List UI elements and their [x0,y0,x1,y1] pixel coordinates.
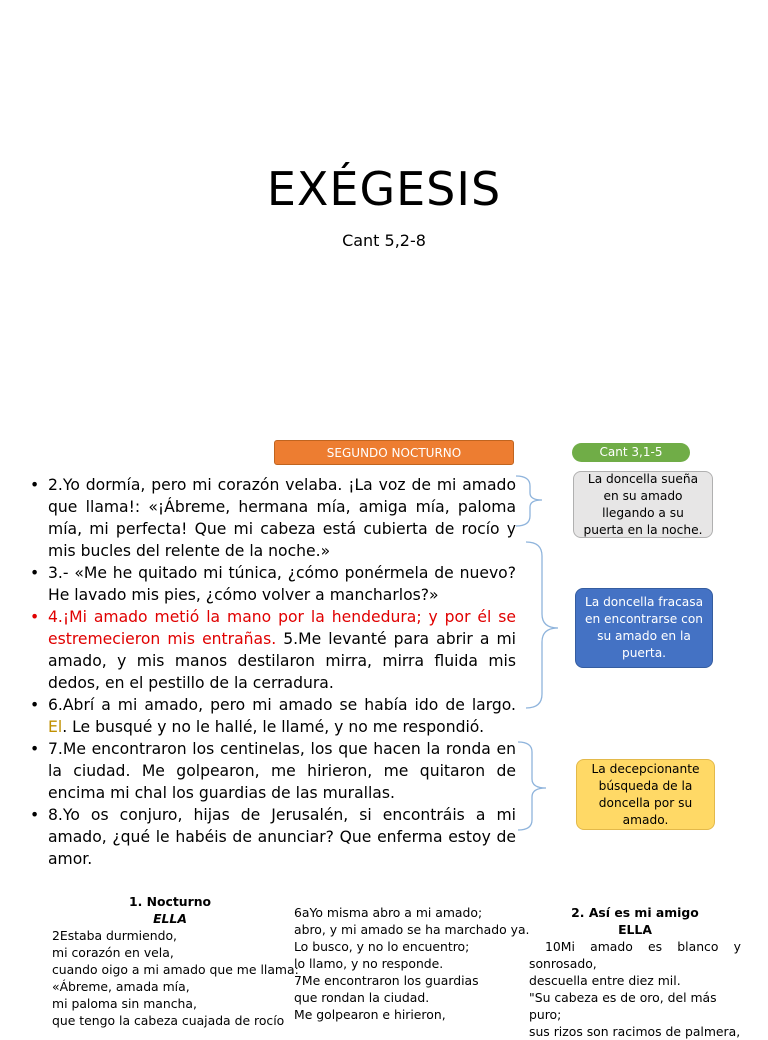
verse-8-text: 8.Yo os conjuro, hijas de Jerusalén, si encontráis a mi amado, ¿qué le habéis de anunciar? Que enferma estoy de amor. [48,806,516,868]
bracket-2 [526,542,558,708]
bullet-icon: • [30,608,40,626]
col3-line: sonrosado, [529,956,597,971]
col2-line: abro, y mi amado se ha marchado ya. [294,922,530,937]
col2-line: que rondan la ciudad. [294,990,430,1005]
callout-3-text: La decepcionante búsqueda de la doncella por su amado. [591,761,700,827]
col1-line: «Ábreme, amada mía, [52,979,190,994]
bottom-column-2 [294,904,530,1023]
col3-line: "Su cabeza es de oro, del más puro; [529,990,717,1022]
callout-2-text: La doncella fracasa en encontrarse con su amado en la puerta. [584,595,704,660]
col1-line: 2Estaba durmiendo, [52,928,177,943]
verse-5-text: 5.Me levanté para abrir a mi amado, y mis manos destilaron mirra, mirra fluida mis dedos, en el pestillo de la cerradura. [48,630,516,692]
verse-7-text: 7.Me encontraron los centinelas, los que hacen la ronda en la ciudad. Me golpearon, me hirieron, me quitaron de encima mi chal los guardias de las murallas. [48,740,516,802]
bottom-column-1 [52,893,299,1029]
col1-line: mi paloma sin mancha, [52,996,197,1011]
col1-heading: 1. Nocturno [128,894,212,909]
col2-line: Me golpearon e hirieron, [294,1007,446,1022]
col3-heading: 2. Así es mi amigo [571,905,699,920]
col3-line: sus rizos son racimos de palmera, [529,1024,741,1039]
verse-6-highlight: El [48,718,63,736]
col3-line: descuella entre diez mil. [529,973,681,988]
col1-line: cuando oigo a mi amado que me llama: [52,962,299,977]
col2-line: lo llamo, y no responde. [294,956,444,971]
bracket-3 [518,742,546,830]
verse-6-text-b: . Le busqué y no le hallé, le llamé, y no me respondió. [62,718,485,736]
callout-1-text: La doncella sueña en su amado llegando a su puerta en la noche. [583,471,703,537]
bullet-icon: • [30,564,40,582]
segundo-nocturno-banner: SEGUNDO NOCTURNO [274,440,514,465]
cant-reference-badge: Cant 3,1-5 [572,443,690,462]
bullet-icon: • [30,806,40,824]
col3-line: 10Mi amado es blanco y [545,939,741,954]
verse-6-text-a: 6.Abrí a mi amado, pero mi amado se había ido de largo. [48,696,516,714]
callout-gray [573,471,713,538]
verse-4-highlight: 4.¡Mi amado metió la mano por la hendedura; y por él se estremecieron mis entrañas. [48,608,516,648]
bracket-1 [516,476,542,526]
bullet-icon: • [30,696,40,714]
bullet-icon: • [30,740,40,758]
col1-line: que tengo la cabeza cuajada de rocío [52,1013,285,1028]
callout-yellow [576,759,715,830]
bullet-icon: • [30,476,40,494]
callout-blue [575,588,713,668]
verse-2-text: 2.Yo dormía, pero mi corazón velaba. ¡La voz de mi amado que llama!: «¡Ábreme, hermana mía, amiga mía, paloma mía, mi perfecta! Que mi cabeza está cubierta de rocío y mis bucles del relente de la noche.» [48,476,516,560]
page-title: EXÉGESIS [266,162,502,216]
col1-line: mi corazón en vela, [52,945,174,960]
col2-line: 6aYo misma abro a mi amado; [294,905,483,920]
page-subtitle: Cant 5,2-8 [342,231,426,250]
col1-speaker: ELLA [153,911,187,926]
col2-line: Lo busco, y no lo encuentro; [294,939,470,954]
bottom-column-3 [529,904,741,1040]
col3-speaker: ELLA [618,922,652,937]
col2-line: 7Me encontraron los guardias [294,973,479,988]
verse-3-text: 3.- «Me he quitado mi túnica, ¿cómo ponérmela de nuevo? He lavado mis pies, ¿cómo volver a mancharlos?» [48,564,516,604]
